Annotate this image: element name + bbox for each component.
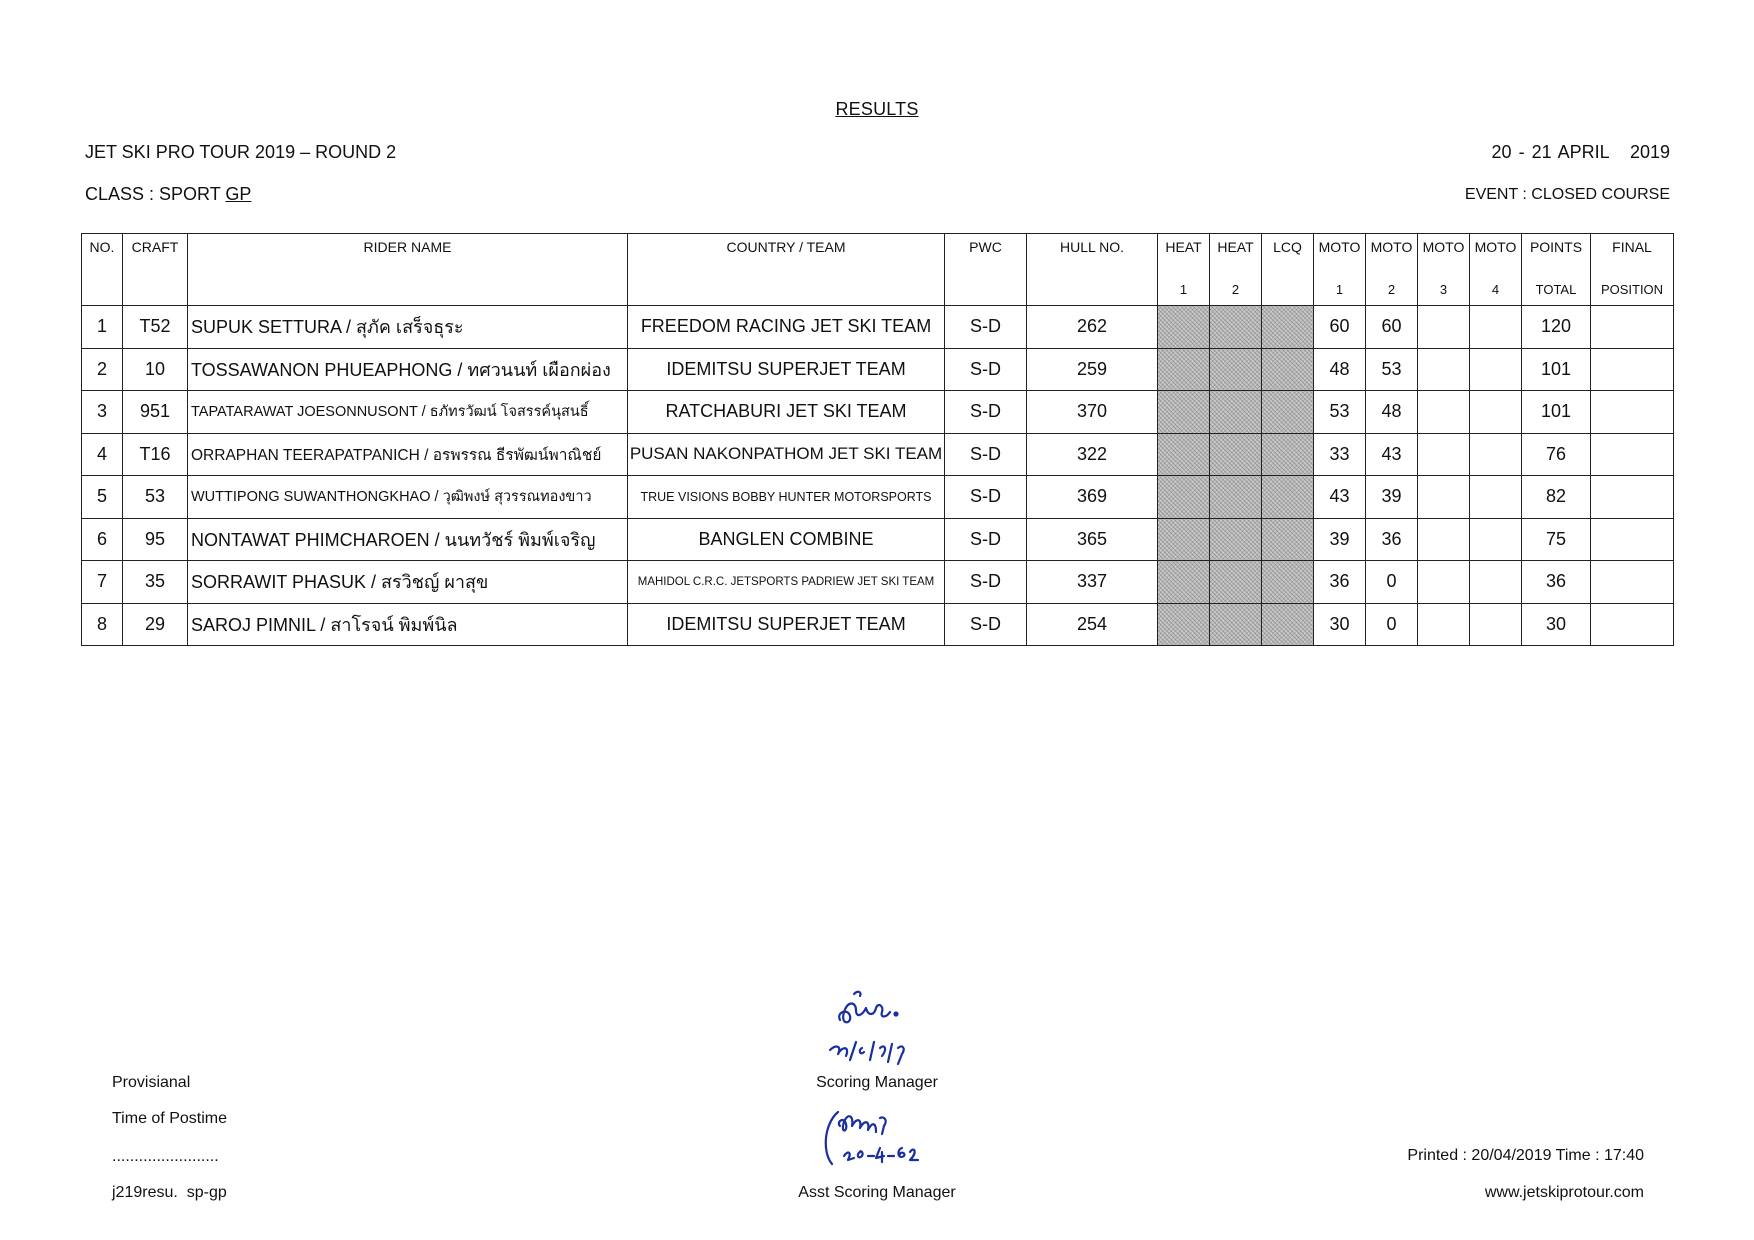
cell-moto2: 0 — [1366, 561, 1418, 604]
header-lcq: LCQ — [1262, 234, 1314, 306]
cell-final — [1591, 603, 1674, 646]
cell-lcq — [1262, 306, 1314, 349]
cell-moto3 — [1418, 306, 1470, 349]
table-row — [82, 306, 1674, 349]
class-code: GP — [225, 184, 252, 204]
cell-heat1 — [1158, 433, 1210, 476]
cell-points: 76 — [1522, 433, 1591, 476]
cell-pwc: S-D — [945, 518, 1027, 561]
table-row — [82, 561, 1674, 604]
cell-points: 82 — [1522, 476, 1591, 519]
asst-scoring-manager-signature — [818, 1104, 928, 1176]
cell-points: 30 — [1522, 603, 1591, 646]
cell-no: 3 — [82, 391, 123, 434]
cell-team: PUSAN NAKONPATHOM JET SKI TEAM — [628, 433, 945, 476]
cell-moto3 — [1418, 433, 1470, 476]
cell-pwc: S-D — [945, 433, 1027, 476]
cell-craft: 951 — [123, 391, 188, 434]
header-moto4-top: MOTO — [1470, 234, 1522, 274]
cell-team: RATCHABURI JET SKI TEAM — [628, 391, 945, 434]
website-url: www.jetskiprotour.com — [1484, 1184, 1644, 1201]
cell-moto4 — [1470, 476, 1522, 519]
cell-heat1 — [1158, 306, 1210, 349]
header-heat2-top: HEAT — [1210, 234, 1262, 274]
cell-moto2: 36 — [1366, 518, 1418, 561]
cell-moto4 — [1470, 433, 1522, 476]
cell-heat2 — [1210, 348, 1262, 391]
cell-team: MAHIDOL C.R.C. JETSPORTS PADRIEW JET SKI TEAM — [628, 561, 945, 604]
cell-rider: SORRAWIT PHASUK / สรวิชญ์ ผาสุข — [188, 561, 628, 604]
cell-moto3 — [1418, 476, 1470, 519]
cell-heat2 — [1210, 561, 1262, 604]
cell-final — [1591, 306, 1674, 349]
cell-moto1: 60 — [1314, 306, 1366, 349]
cell-moto3 — [1418, 603, 1470, 646]
cell-lcq — [1262, 561, 1314, 604]
cell-moto3 — [1418, 391, 1470, 434]
cell-moto1: 53 — [1314, 391, 1366, 434]
cell-moto4 — [1470, 561, 1522, 604]
cell-heat2 — [1210, 518, 1262, 561]
cell-lcq — [1262, 433, 1314, 476]
cell-pwc: S-D — [945, 561, 1027, 604]
cell-heat2 — [1210, 476, 1262, 519]
cell-final — [1591, 561, 1674, 604]
cell-points: 120 — [1522, 306, 1591, 349]
cell-final — [1591, 518, 1674, 561]
cell-no: 6 — [82, 518, 123, 561]
cell-lcq — [1262, 518, 1314, 561]
cell-heat1 — [1158, 476, 1210, 519]
table-row — [82, 603, 1674, 646]
cell-moto1: 30 — [1314, 603, 1366, 646]
header-points-top: POINTS — [1522, 234, 1591, 274]
cell-craft: 29 — [123, 603, 188, 646]
cell-moto1: 33 — [1314, 433, 1366, 476]
header-heat1-bottom: 1 — [1158, 273, 1210, 306]
cell-team: IDEMITSU SUPERJET TEAM — [628, 348, 945, 391]
scoring-manager-label: Scoring Manager — [816, 1074, 938, 1091]
cell-heat1 — [1158, 348, 1210, 391]
cell-moto4 — [1470, 348, 1522, 391]
cell-final — [1591, 348, 1674, 391]
cell-moto4 — [1470, 518, 1522, 561]
cell-no: 1 — [82, 306, 123, 349]
header-heat1-top: HEAT — [1158, 234, 1210, 274]
event-name: JET SKI PRO TOUR 2019 – ROUND 2 — [85, 142, 397, 162]
header-moto2-bottom: 2 — [1366, 273, 1418, 306]
cell-heat1 — [1158, 561, 1210, 604]
cell-no: 8 — [82, 603, 123, 646]
page-title: RESULTS — [835, 99, 919, 119]
table-row — [82, 433, 1674, 476]
event-dates: 20 - 21 APRIL 2019 — [1491, 142, 1670, 162]
cell-lcq — [1262, 603, 1314, 646]
header-moto3-bottom: 3 — [1418, 273, 1470, 306]
cell-rider: NONTAWAT PHIMCHAROEN / นนทวัชร์ พิมพ์เจริญ — [188, 518, 628, 561]
cell-points: 101 — [1522, 391, 1591, 434]
cell-moto3 — [1418, 518, 1470, 561]
table-row — [82, 476, 1674, 519]
cell-moto4 — [1470, 603, 1522, 646]
header-moto2-top: MOTO — [1366, 234, 1418, 274]
cell-craft: T52 — [123, 306, 188, 349]
cell-lcq — [1262, 476, 1314, 519]
cell-moto3 — [1418, 561, 1470, 604]
cell-pwc: S-D — [945, 391, 1027, 434]
cell-rider: WUTTIPONG SUWANTHONGKHAO / วุฒิพงษ์ สุวรรณทองขาว — [188, 476, 628, 519]
header-moto4-bottom: 4 — [1470, 273, 1522, 306]
cell-craft: 95 — [123, 518, 188, 561]
cell-moto2: 53 — [1366, 348, 1418, 391]
cell-pwc: S-D — [945, 476, 1027, 519]
cell-hull: 369 — [1027, 476, 1158, 519]
cell-moto2: 43 — [1366, 433, 1418, 476]
cell-craft: 35 — [123, 561, 188, 604]
cell-hull: 262 — [1027, 306, 1158, 349]
cell-no: 2 — [82, 348, 123, 391]
header-final-top: FINAL — [1591, 234, 1674, 274]
cell-hull: 337 — [1027, 561, 1158, 604]
cell-pwc: S-D — [945, 603, 1027, 646]
cell-points: 75 — [1522, 518, 1591, 561]
cell-pwc: S-D — [945, 306, 1027, 349]
cell-moto4 — [1470, 391, 1522, 434]
cell-final — [1591, 433, 1674, 476]
provisional-label: Provisianal — [112, 1074, 191, 1091]
class-line — [85, 184, 251, 205]
cell-team: IDEMITSU SUPERJET TEAM — [628, 603, 945, 646]
cell-points: 36 — [1522, 561, 1591, 604]
cell-moto1: 48 — [1314, 348, 1366, 391]
cell-heat1 — [1158, 518, 1210, 561]
cell-moto4 — [1470, 306, 1522, 349]
class-prefix: CLASS : SPORT — [85, 184, 226, 204]
cell-points: 101 — [1522, 348, 1591, 391]
cell-rider: SAROJ PIMNIL / สาโรจน์ พิมพ์นิล — [188, 603, 628, 646]
cell-hull: 259 — [1027, 348, 1158, 391]
cell-moto3 — [1418, 348, 1470, 391]
header-moto1-bottom: 1 — [1314, 273, 1366, 306]
header-final-bottom: POSITION — [1591, 273, 1674, 306]
cell-lcq — [1262, 391, 1314, 434]
cell-final — [1591, 476, 1674, 519]
header-country-team: COUNTRY / TEAM — [628, 234, 945, 306]
printed-timestamp: Printed : 20/04/2019 Time : 17:40 — [1407, 1147, 1644, 1164]
cell-no: 7 — [82, 561, 123, 604]
asst-scoring-manager-label: Asst Scoring Manager — [798, 1184, 956, 1201]
header-no: NO. — [82, 234, 123, 306]
cell-heat1 — [1158, 391, 1210, 434]
table-row — [82, 348, 1674, 391]
cell-heat2 — [1210, 603, 1262, 646]
header-heat2-bottom: 2 — [1210, 273, 1262, 306]
cell-no: 5 — [82, 476, 123, 519]
cell-moto2: 0 — [1366, 603, 1418, 646]
cell-heat2 — [1210, 433, 1262, 476]
cell-craft: 10 — [123, 348, 188, 391]
cell-moto1: 36 — [1314, 561, 1366, 604]
cell-craft: 53 — [123, 476, 188, 519]
cell-moto1: 43 — [1314, 476, 1366, 519]
cell-heat2 — [1210, 391, 1262, 434]
cell-craft: T16 — [123, 433, 188, 476]
cell-rider: TOSSAWANON PHUEAPHONG / ทศวนนท์ เผือกผ่อง — [188, 348, 628, 391]
header-moto1-top: MOTO — [1314, 234, 1366, 274]
header-moto3-top: MOTO — [1418, 234, 1470, 274]
event-type: EVENT : CLOSED COURSE — [1464, 186, 1670, 203]
cell-lcq — [1262, 348, 1314, 391]
file-reference: j219resu. sp-gp — [112, 1184, 227, 1201]
cell-pwc: S-D — [945, 348, 1027, 391]
cell-heat2 — [1210, 306, 1262, 349]
cell-team: BANGLEN COMBINE — [628, 518, 945, 561]
cell-moto1: 39 — [1314, 518, 1366, 561]
cell-hull: 370 — [1027, 391, 1158, 434]
cell-final — [1591, 391, 1674, 434]
postime-dots: ........................ — [112, 1148, 219, 1165]
cell-hull: 254 — [1027, 603, 1158, 646]
header-rider-name: RIDER NAME — [188, 234, 628, 306]
table-row — [82, 391, 1674, 434]
cell-hull: 322 — [1027, 433, 1158, 476]
header-craft: CRAFT — [123, 234, 188, 306]
header-pwc: PWC — [945, 234, 1027, 306]
cell-hull: 365 — [1027, 518, 1158, 561]
cell-rider: ORRAPHAN TEERAPATPANICH / อรพรรณ ธีรพัฒน์พาณิชย์ — [188, 433, 628, 476]
cell-no: 4 — [82, 433, 123, 476]
time-of-postime-label: Time of Postime — [112, 1110, 227, 1127]
table-row — [82, 518, 1674, 561]
cell-moto2: 39 — [1366, 476, 1418, 519]
cell-team: TRUE VISIONS BOBBY HUNTER MOTORSPORTS — [628, 476, 945, 519]
cell-heat1 — [1158, 603, 1210, 646]
cell-rider: SUPUK SETTURA / สุภัค เสร็จธุระ — [188, 306, 628, 349]
header-points-bottom: TOTAL — [1522, 273, 1591, 306]
cell-rider: TAPATARAWAT JOESONNUSONT / ธภัทรวัฒน์ โจสรรค์นุสนธิ์ — [188, 391, 628, 434]
results-table — [81, 233, 1674, 646]
header-hull-no: HULL NO. — [1027, 234, 1158, 306]
cell-moto2: 60 — [1366, 306, 1418, 349]
cell-moto2: 48 — [1366, 391, 1418, 434]
cell-team: FREEDOM RACING JET SKI TEAM — [628, 306, 945, 349]
